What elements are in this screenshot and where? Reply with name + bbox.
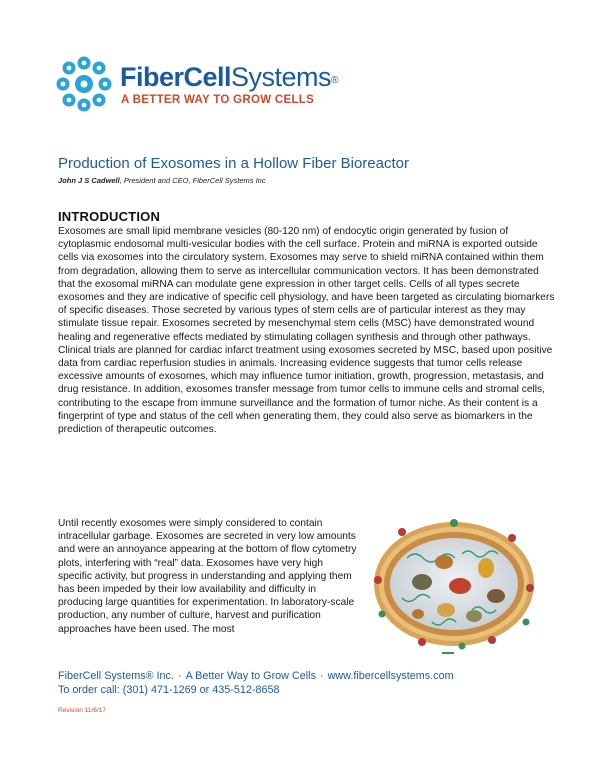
footer: [58, 669, 454, 697]
brand-tagline: A BETTER WAY TO GROW CELLS: [121, 94, 315, 106]
footer-line-1: [58, 669, 454, 683]
brand-part1: FiberCell: [120, 62, 232, 92]
intro-paragraph: Exosomes are small lipid membrane vesicles (80-120 nm) of endocytic origin generated by fusion of cytoplasmic endosomal multi-vesicular bodies with the cell surface. Protein and miRNA is exported outside cells via exosomes into the circulatory system. Exosomes may serve to shield miRNA contained within them from degradation, allowing them to serve as intercellular communication vectors. It has been demonstrated that the exosomal miRNA can modulate gene expression in other target cells. Cells of all types secrete exosomes and they are indicative of specific cell physiology, and have been targeted as circulating biomarkers of specific diseases. Those secreted by various types of stem cells are of particular interest as they may stimulate tissue repair. Exosomes secreted by mesenchymal stem cells (MSC) have demonstrated wound healing and regenerative effects mediated by stimulating collagen synthesis and through other pathways. Clinical trials are planned for cardiac infarct treatment using exosomes secreted by MSC, based upon positive data from cardiac reperfusion studies in animals. Increasing evidence suggests that tumor cells release excessive amounts of exosomes, which may influence tumor initiation, growth, progression, metastasis, and drug resistance. In addition, exosomes transfer message from tumor cells to immune cells and stromal cells, contributing to the escape from immune surveillance and the formation of tumor niche. As their content is a fingerprint of type and status of the cell when generating them, they could also serve as biomarkers in the prediction of therapeutic outcomes.: [58, 226, 555, 436]
second-paragraph: Until recently exosomes were simply considered to contain intracellular garbage. Exosomes are secreted in very low amounts and were an annoyance appearing at the bottom of flow cytometry plots, interfering with “real” data. Exosomes have very high specific activity, but progress in understanding and applying them has been impeded by their low availability and difficulty in producing large quantities for experimentation. In laboratory-scale production, any number of culture, harvest and purification approaches have been used. The most: [58, 518, 357, 635]
footer-separator: ·: [177, 670, 182, 682]
exosome-illustration-icon: [362, 518, 548, 660]
footer-order-line: To order call: (301) 471-1269 or 435-512-8658: [58, 684, 280, 696]
document-title: Production of Exosomes in a Hollow Fiber Bioreactor: [58, 155, 409, 172]
brand-name: [120, 62, 338, 92]
author-role: , President and CEO, FiberCell Systems Inc: [119, 176, 266, 185]
company-logo: [52, 54, 382, 114]
footer-separator: ·: [319, 670, 324, 682]
brand-part2: Systems: [231, 62, 332, 92]
author-name: John J S Cadwell: [58, 176, 120, 185]
author-byline: [58, 176, 266, 185]
footer-slogan: A Better Way to Grow Cells: [185, 670, 316, 682]
footer-website-link[interactable]: www.fibercellsystems.com: [327, 670, 454, 682]
section-heading: INTRODUCTION: [58, 209, 161, 224]
logo-mark-icon: [52, 54, 116, 114]
brand-registered-mark: ®: [331, 75, 338, 86]
revision-note: Revision 11/6/17: [58, 707, 106, 714]
footer-company: FiberCell Systems® Inc.: [58, 670, 174, 682]
